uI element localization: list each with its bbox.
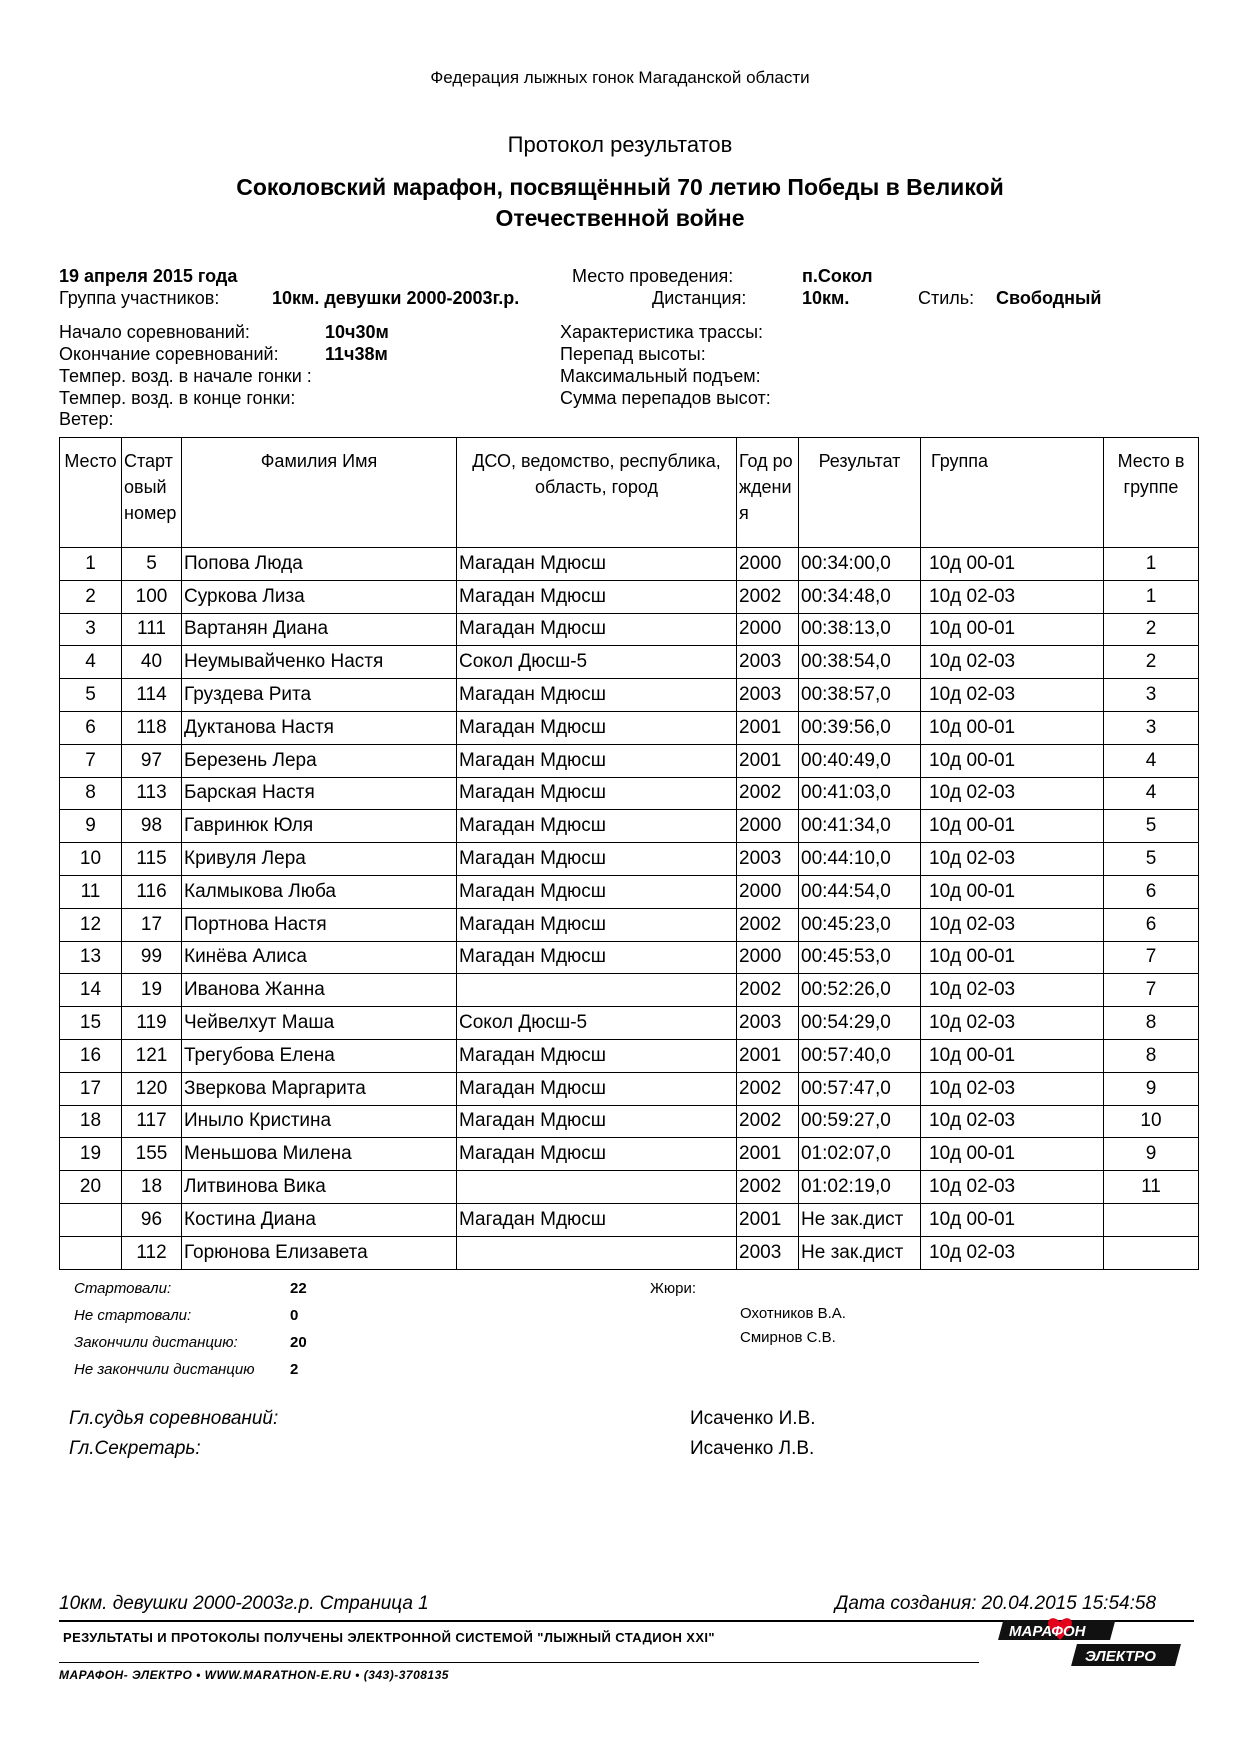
cell-year: 2001: [737, 1039, 799, 1072]
cell-result: 00:40:49,0: [799, 744, 921, 777]
cell-club: Магадан Мдюсш: [457, 1072, 737, 1105]
cell-club: Магадан Мдюсш: [457, 580, 737, 613]
cell-group: 10д 02-03: [921, 1007, 1104, 1040]
cell-start-no: 121: [122, 1039, 182, 1072]
cell-name: Кинёва Алиса: [182, 941, 457, 974]
cell-group-place: 5: [1104, 810, 1199, 843]
cell-club: [457, 1236, 737, 1269]
footer-page-info: 10км. девушки 2000-2003г.р. Страница 1: [59, 1593, 429, 1614]
results-table: [59, 437, 1199, 1270]
cell-place: [60, 1236, 122, 1269]
cell-group: 10д 00-01: [921, 875, 1104, 908]
jury-label: Жюри:: [650, 1280, 696, 1297]
cell-group: 10д 02-03: [921, 1236, 1104, 1269]
cell-result: 00:45:23,0: [799, 908, 921, 941]
cell-place: 5: [60, 679, 122, 712]
cell-result: 00:57:47,0: [799, 1072, 921, 1105]
cell-group: 10д 00-01: [921, 744, 1104, 777]
drop-label: Перепад высоты:: [560, 344, 706, 364]
cell-club: Магадан Мдюсш: [457, 875, 737, 908]
cell-start-no: 5: [122, 548, 182, 581]
cell-name: Калмыкова Люба: [182, 875, 457, 908]
col-header-year: Год рождения: [737, 438, 799, 548]
not-started-value: 0: [290, 1307, 299, 1324]
place-label: Место проведения:: [572, 266, 734, 286]
not-finished-value: 2: [290, 1361, 299, 1378]
col-header-result: Результат: [799, 438, 921, 548]
cell-place: 14: [60, 974, 122, 1007]
cell-result: 00:41:03,0: [799, 777, 921, 810]
cell-start-no: 19: [122, 974, 182, 1007]
footer-divider-2: [59, 1662, 979, 1663]
cell-year: 2003: [737, 1236, 799, 1269]
cell-start-no: 17: [122, 908, 182, 941]
cell-start-no: 99: [122, 941, 182, 974]
chief-secretary-name: Исаченко Л.В.: [690, 1438, 815, 1459]
col-header-start-no: Стартовый номер: [122, 438, 182, 548]
cell-year: 2000: [737, 941, 799, 974]
table-row: [60, 875, 1199, 908]
cell-year: 2002: [737, 1105, 799, 1138]
federation-title: Федерация лыжных гонок Магаданской области: [430, 68, 810, 87]
cell-name: Портнова Настя: [182, 908, 457, 941]
cell-result: 00:34:00,0: [799, 548, 921, 581]
cell-group-place: 1: [1104, 548, 1199, 581]
cell-result: Не зак.дист: [799, 1236, 921, 1269]
cell-group-place: 6: [1104, 908, 1199, 941]
cell-group: 10д 02-03: [921, 908, 1104, 941]
cell-group: 10д 02-03: [921, 1072, 1104, 1105]
temp-start-label: Темпер. возд. в начале гонки :: [59, 366, 312, 386]
table-row: [60, 777, 1199, 810]
cell-name: Литвинова Вика: [182, 1171, 457, 1204]
cell-start-no: 155: [122, 1138, 182, 1171]
place-value: п.Сокол: [802, 266, 873, 286]
cell-start-no: 97: [122, 744, 182, 777]
cell-group: 10д 02-03: [921, 646, 1104, 679]
cell-name: Суркова Лиза: [182, 580, 457, 613]
cell-result: 00:39:56,0: [799, 711, 921, 744]
cell-club: Магадан Мдюсш: [457, 941, 737, 974]
finished-label: Закончили дистанцию:: [74, 1334, 238, 1351]
cell-name: Чейвелхут Маша: [182, 1007, 457, 1040]
cell-group-place: 7: [1104, 941, 1199, 974]
cell-name: Кривуля Лера: [182, 843, 457, 876]
cell-result: 01:02:19,0: [799, 1171, 921, 1204]
cell-year: 2003: [737, 1007, 799, 1040]
start-label: Начало соревнований:: [59, 322, 250, 342]
cell-group-place: 6: [1104, 875, 1199, 908]
cell-name: Барская Настя: [182, 777, 457, 810]
cell-name: Трегубова Елена: [182, 1039, 457, 1072]
cell-group-place: 5: [1104, 843, 1199, 876]
cell-name: Неумывайченко Настя: [182, 646, 457, 679]
cell-group: 10д 00-01: [921, 1203, 1104, 1236]
col-header-group-place: Место в группе: [1104, 438, 1199, 548]
cell-start-no: 111: [122, 613, 182, 646]
cell-club: Сокол Дюсш-5: [457, 1007, 737, 1040]
table-row: [60, 580, 1199, 613]
distance-value: 10км.: [802, 288, 850, 308]
cell-name: Березень Лера: [182, 744, 457, 777]
cell-result: 00:38:54,0: [799, 646, 921, 679]
cell-group: 10д 02-03: [921, 580, 1104, 613]
cell-place: 17: [60, 1072, 122, 1105]
cell-club: [457, 974, 737, 1007]
cell-club: Магадан Мдюсш: [457, 1105, 737, 1138]
cell-start-no: 98: [122, 810, 182, 843]
table-row: [60, 1007, 1199, 1040]
cell-start-no: 18: [122, 1171, 182, 1204]
cell-group-place: 10: [1104, 1105, 1199, 1138]
cell-club: Сокол Дюсш-5: [457, 646, 737, 679]
cell-name: Зверкова Маргарита: [182, 1072, 457, 1105]
cell-group: 10д 00-01: [921, 548, 1104, 581]
cell-year: 2001: [737, 1138, 799, 1171]
table-row: [60, 1039, 1199, 1072]
started-value: 22: [290, 1280, 307, 1297]
cell-group: 10д 00-01: [921, 711, 1104, 744]
col-header-group: Группа: [921, 438, 1104, 548]
cell-year: 2003: [737, 679, 799, 712]
cell-year: 2000: [737, 875, 799, 908]
cell-place: 1: [60, 548, 122, 581]
started-label: Стартовали:: [74, 1280, 172, 1297]
cell-start-no: 100: [122, 580, 182, 613]
cell-name: Меньшова Милена: [182, 1138, 457, 1171]
table-row: [60, 1138, 1199, 1171]
cell-place: 12: [60, 908, 122, 941]
cell-result: 00:38:13,0: [799, 613, 921, 646]
cell-club: Магадан Мдюсш: [457, 1203, 737, 1236]
table-row: [60, 1072, 1199, 1105]
cell-club: Магадан Мдюсш: [457, 777, 737, 810]
marathon-electro-logo: [985, 1614, 1190, 1674]
cell-year: 2002: [737, 908, 799, 941]
cell-start-no: 119: [122, 1007, 182, 1040]
temp-end-label: Темпер. возд. в конце гонки:: [59, 388, 296, 408]
table-row: [60, 974, 1199, 1007]
event-title-line1: Соколовский марафон, посвящённый 70 летию Победы в Великой: [236, 174, 1004, 200]
not-finished-label: Не закончили дистанцию: [74, 1361, 255, 1378]
cell-club: Магадан Мдюсш: [457, 908, 737, 941]
cell-year: 2002: [737, 1171, 799, 1204]
footer-system-line: РЕЗУЛЬТАТЫ И ПРОТОКОЛЫ ПОЛУЧЕНЫ ЭЛЕКТРОННОЙ СИСТЕМОЙ "ЛЫЖНЫЙ СТАДИОН XXI": [63, 1630, 715, 1645]
cell-club: Магадан Мдюсш: [457, 613, 737, 646]
cell-group-place: [1104, 1236, 1199, 1269]
finished-value: 20: [290, 1334, 307, 1351]
cell-club: Магадан Мдюсш: [457, 744, 737, 777]
cell-group: 10д 02-03: [921, 1171, 1104, 1204]
cell-club: Магадан Мдюсш: [457, 1039, 737, 1072]
cell-club: Магадан Мдюсш: [457, 679, 737, 712]
table-header-row: [60, 438, 1199, 548]
cell-name: Дуктанова Настя: [182, 711, 457, 744]
cell-start-no: 113: [122, 777, 182, 810]
cell-start-no: 117: [122, 1105, 182, 1138]
cell-result: 00:45:53,0: [799, 941, 921, 974]
cell-result: 00:34:48,0: [799, 580, 921, 613]
cell-group: 10д 02-03: [921, 1105, 1104, 1138]
cell-group-place: 2: [1104, 613, 1199, 646]
wind-label: Ветер:: [59, 409, 114, 429]
group-label: Группа участников:: [59, 288, 220, 308]
cell-place: 13: [60, 941, 122, 974]
cell-name: Попова Люда: [182, 548, 457, 581]
table-row: [60, 548, 1199, 581]
cell-group: 10д 02-03: [921, 777, 1104, 810]
logo-text-1: МАРАФОН: [1009, 1623, 1086, 1640]
cell-start-no: 116: [122, 875, 182, 908]
cell-year: 2003: [737, 843, 799, 876]
table-row: [60, 1171, 1199, 1204]
cell-place: 19: [60, 1138, 122, 1171]
cell-name: Гавринюк Юля: [182, 810, 457, 843]
cell-place: 15: [60, 1007, 122, 1040]
table-row: [60, 744, 1199, 777]
cell-club: Магадан Мдюсш: [457, 711, 737, 744]
event-title: [0, 172, 1240, 234]
climb-label: Максимальный подъем:: [560, 366, 761, 386]
not-started-label: Не стартовали:: [74, 1307, 192, 1324]
cell-result: 01:02:07,0: [799, 1138, 921, 1171]
cell-group-place: [1104, 1203, 1199, 1236]
cell-name: Иванова Жанна: [182, 974, 457, 1007]
cell-place: 20: [60, 1171, 122, 1204]
cell-group-place: 9: [1104, 1138, 1199, 1171]
event-title-line2: Отечественной войне: [495, 205, 745, 231]
cell-place: 11: [60, 875, 122, 908]
event-date: 19 апреля 2015 года: [59, 266, 238, 286]
cell-group-place: 3: [1104, 711, 1199, 744]
cell-group: 10д 00-01: [921, 810, 1104, 843]
cell-year: 2002: [737, 974, 799, 1007]
cell-year: 2001: [737, 711, 799, 744]
cell-name: Горюнова Елизавета: [182, 1236, 457, 1269]
col-header-name: Фамилия Имя: [182, 438, 457, 548]
cell-group-place: 8: [1104, 1007, 1199, 1040]
group-value: 10км. девушки 2000-2003г.р.: [272, 288, 520, 308]
cell-group-place: 11: [1104, 1171, 1199, 1204]
cell-year: 2003: [737, 646, 799, 679]
cell-group-place: 1: [1104, 580, 1199, 613]
cell-place: 2: [60, 580, 122, 613]
cell-year: 2002: [737, 580, 799, 613]
cell-club: [457, 1171, 737, 1204]
cell-place: 9: [60, 810, 122, 843]
cell-year: 2000: [737, 613, 799, 646]
cell-club: Магадан Мдюсш: [457, 810, 737, 843]
footer-created-date: Дата создания: 20.04.2015 15:54:58: [835, 1593, 1157, 1614]
table-row: [60, 810, 1199, 843]
cell-group: 10д 02-03: [921, 974, 1104, 1007]
cell-start-no: 96: [122, 1203, 182, 1236]
cell-year: 2000: [737, 810, 799, 843]
cell-start-no: 120: [122, 1072, 182, 1105]
cell-start-no: 114: [122, 679, 182, 712]
cell-group-place: 2: [1104, 646, 1199, 679]
chief-secretary-label: Гл.Секретарь:: [69, 1438, 201, 1459]
cell-result: 00:44:10,0: [799, 843, 921, 876]
end-label: Окончание соревнований:: [59, 344, 279, 364]
table-row: [60, 1236, 1199, 1269]
cell-club: Магадан Мдюсш: [457, 1138, 737, 1171]
logo-text-2: ЭЛЕКТРО: [1085, 1648, 1156, 1665]
cell-result: Не зак.дист: [799, 1203, 921, 1236]
table-row: [60, 1105, 1199, 1138]
cell-group: 10д 02-03: [921, 679, 1104, 712]
table-row: [60, 613, 1199, 646]
end-value: 11ч38м: [325, 344, 388, 364]
cell-result: 00:54:29,0: [799, 1007, 921, 1040]
cell-start-no: 40: [122, 646, 182, 679]
cell-club: Магадан Мдюсш: [457, 843, 737, 876]
cell-year: 2001: [737, 1203, 799, 1236]
table-row: [60, 711, 1199, 744]
cell-place: 4: [60, 646, 122, 679]
cell-group: 10д 00-01: [921, 613, 1104, 646]
cell-group-place: 4: [1104, 744, 1199, 777]
col-header-club: ДСО, ведомство, республика, область, город: [457, 438, 737, 548]
table-row: [60, 1203, 1199, 1236]
chief-judge-label: Гл.судья соревнований:: [69, 1408, 279, 1429]
footer-url-line: МАРАФОН- ЭЛЕКТРО • WWW.MARATHON-E.RU • (343)-3708135: [59, 1668, 449, 1682]
jury-member-1: Охотников В.А.: [740, 1305, 846, 1322]
cell-group-place: 8: [1104, 1039, 1199, 1072]
col-header-place: Место: [60, 438, 122, 548]
cell-result: 00:44:54,0: [799, 875, 921, 908]
cell-name: Иныло Кристина: [182, 1105, 457, 1138]
cell-result: 00:38:57,0: [799, 679, 921, 712]
cell-year: 2001: [737, 744, 799, 777]
sum-label: Сумма перепадов высот:: [560, 388, 771, 408]
cell-result: 00:57:40,0: [799, 1039, 921, 1072]
cell-year: 2002: [737, 777, 799, 810]
cell-club: Магадан Мдюсш: [457, 548, 737, 581]
cell-group-place: 3: [1104, 679, 1199, 712]
marathon-electro-logo-graphic: [985, 1614, 1190, 1674]
cell-place: 6: [60, 711, 122, 744]
cell-place: 18: [60, 1105, 122, 1138]
cell-place: 16: [60, 1039, 122, 1072]
style-label: Стиль:: [918, 288, 975, 308]
track-label: Характеристика трассы:: [560, 322, 764, 342]
cell-group: 10д 00-01: [921, 941, 1104, 974]
cell-group-place: 4: [1104, 777, 1199, 810]
cell-name: Вартанян Диана: [182, 613, 457, 646]
table-row: [60, 908, 1199, 941]
cell-place: 10: [60, 843, 122, 876]
cell-place: 7: [60, 744, 122, 777]
cell-group: 10д 00-01: [921, 1138, 1104, 1171]
cell-result: 00:41:34,0: [799, 810, 921, 843]
chief-judge-name: Исаченко И.В.: [690, 1408, 816, 1429]
cell-group-place: 9: [1104, 1072, 1199, 1105]
cell-name: Костина Диана: [182, 1203, 457, 1236]
table-row: [60, 941, 1199, 974]
cell-start-no: 112: [122, 1236, 182, 1269]
style-value: Свободный: [996, 288, 1102, 308]
cell-year: 2002: [737, 1072, 799, 1105]
cell-start-no: 118: [122, 711, 182, 744]
cell-result: 00:59:27,0: [799, 1105, 921, 1138]
cell-group: 10д 02-03: [921, 843, 1104, 876]
cell-group: 10д 00-01: [921, 1039, 1104, 1072]
cell-start-no: 115: [122, 843, 182, 876]
jury-member-2: Смирнов С.В.: [740, 1329, 836, 1346]
cell-place: [60, 1203, 122, 1236]
cell-year: 2000: [737, 548, 799, 581]
cell-place: 3: [60, 613, 122, 646]
protocol-title: Протокол результатов: [507, 132, 733, 157]
start-value: 10ч30м: [325, 322, 389, 342]
table-row: [60, 646, 1199, 679]
cell-name: Груздева Рита: [182, 679, 457, 712]
cell-group-place: 7: [1104, 974, 1199, 1007]
distance-label: Дистанция:: [652, 288, 747, 308]
cell-place: 8: [60, 777, 122, 810]
table-row: [60, 843, 1199, 876]
table-row: [60, 679, 1199, 712]
cell-result: 00:52:26,0: [799, 974, 921, 1007]
